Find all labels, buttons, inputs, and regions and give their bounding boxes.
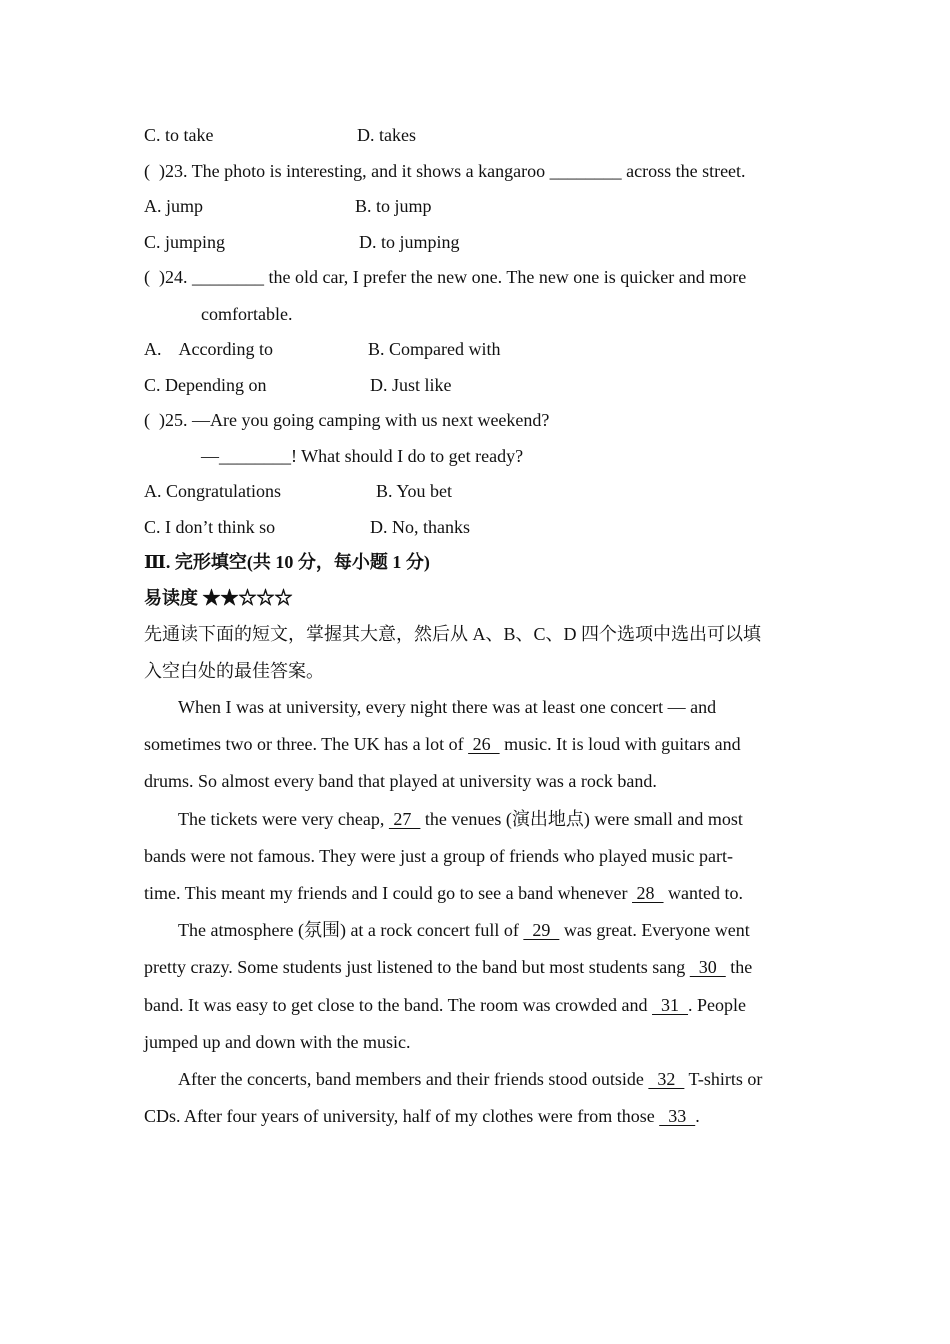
text-run: was great. Everyone went [559,920,750,941]
q24-option-d: D. Just like [370,374,452,395]
paragraph-line [144,801,809,838]
text-run: sometimes two or three. The UK has a lot of [144,734,469,755]
q25-option-d: D. No, thanks [370,516,470,537]
text-run: CDs. After four years of university, half of my clothes were from those [144,1106,660,1127]
section-3-title: Ⅲ. 完形填空(共 10 分，每小题 1 分) [144,552,430,572]
text-run: music. It is loud with guitars and [499,734,741,755]
q25-option-c: C. I don’t think so [144,516,276,537]
section-3-instruction: 先通读下面的短文，掌握其大意，然后从 A、B、C、D 四个选项中选出可以填 [144,624,762,644]
paragraph-line [144,912,809,949]
q24-option-b: B. Compared with [368,339,501,359]
text-run: time. This meant my friends and I could go to see a band whenever [144,882,633,903]
text-run: The atmosphere (氛围) at a rock concert full of [178,920,524,941]
q24-options-cd [144,368,809,404]
q23-option-b: B. to jump [355,196,432,216]
paragraph-line: drums. So almost every band that played at university was a rock band. [144,771,657,792]
q24-option-c: C. Depending on [144,374,267,395]
q23-options-ab [144,189,809,225]
text-run: T-shirts or [684,1068,763,1089]
paragraph-line [144,875,809,912]
blank-27: 27 [388,808,421,829]
q23-options-cd [144,225,809,261]
q23-option-d: D. to jumping [359,231,460,252]
passage-paragraph-3 [144,912,809,1061]
text-run: . People [688,994,747,1015]
passage-paragraph-2 [144,801,809,913]
text-run: The tickets were very cheap, [178,808,389,829]
section-3-instruction-cont: 入空白处的最佳答案。 [144,661,324,681]
q24-stem: ( )24. ________ the old car, I prefer the new one. The new one is quicker and more [144,267,747,287]
text-run: wanted to. [663,882,744,903]
text-run: After the concerts, band members and their friends stood outside [178,1068,649,1089]
paragraph-line [144,1098,809,1135]
text-run: the venues (演出地点) were small and most [420,808,743,829]
paragraph-line [144,949,809,986]
q23-stem: ( )23. The photo is interesting, and it shows a kangaroo ________ across the street. [144,160,746,181]
exam-page [144,118,809,1135]
q23-option-a: A. jump [144,196,204,216]
blank-31: 31 [652,994,689,1015]
q25-option-b: B. You bet [376,481,453,501]
q22-option-c: C. to take [144,125,214,145]
q25-options-ab [144,474,809,510]
q24-stem-continuation: comfortable. [201,303,293,324]
blank-28: 28 [632,882,664,903]
difficulty-rating: 易读度 ★★☆☆☆ [144,587,293,608]
blank-29: 29 [523,920,560,941]
q24-options-ab [144,332,809,368]
blank-33: 33 [659,1106,696,1127]
paragraph-line [144,1061,809,1098]
q24-option-a: A. According to [144,339,273,359]
paragraph-line: jumped up and down with the music. [144,1031,411,1052]
text-run: band. It was easy to get close to the band. The room was crowded and [144,994,653,1015]
passage-paragraph-4 [144,1061,809,1135]
text-run: pretty crazy. Some students just listened to the band but most students sang [144,957,690,978]
q22-option-d: D. takes [357,125,416,145]
paragraph-line [144,726,809,763]
q25-stem-reply: —________! What should I do to get ready? [201,445,524,466]
text-run: . [695,1106,700,1127]
q25-option-a: A. Congratulations [144,481,281,501]
q25-stem: ( )25. —Are you going camping with us next weekend? [144,410,550,430]
blank-30: 30 [689,957,726,978]
paragraph-line: When I was at university, every night there was at least one concert — and [178,697,717,717]
text-run: the [725,957,753,978]
q25-options-cd [144,510,809,546]
paragraph-line [144,987,809,1024]
q22-options-cd [144,118,809,154]
blank-26: 26 [468,734,500,755]
passage-paragraph-1 [144,689,809,801]
q23-option-c: C. jumping [144,231,226,252]
paragraph-line: bands were not famous. They were just a group of friends who played music part- [144,845,734,866]
blank-32: 32 [648,1068,685,1089]
